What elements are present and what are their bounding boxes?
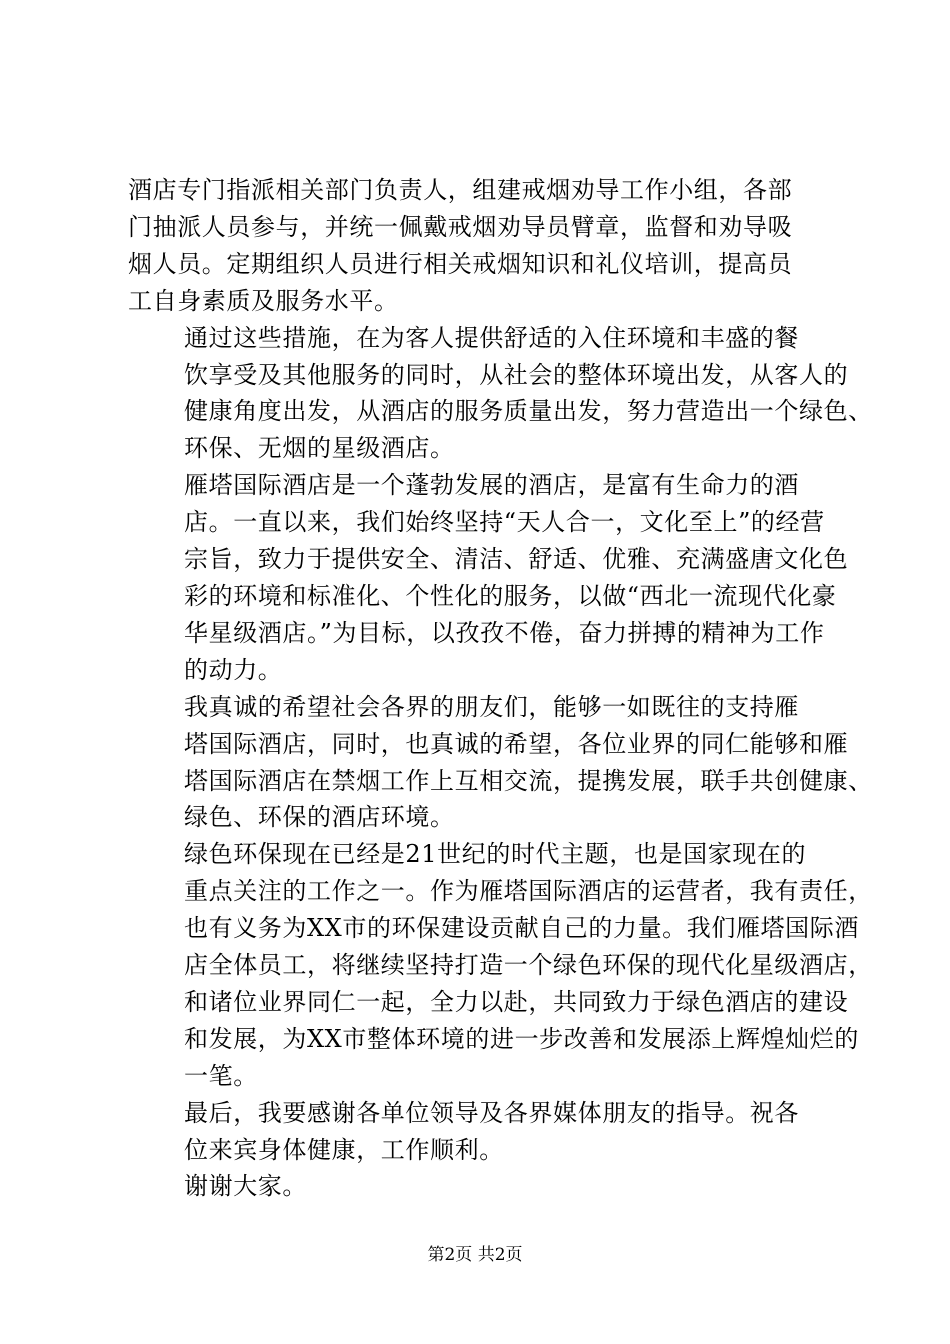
text-line: 彩的环境和标准化、个性化的服务，以做“西北一流现代化豪 bbox=[184, 581, 837, 610]
text-line: 谢谢大家。 bbox=[184, 1172, 307, 1201]
text-line: 店。一直以来，我们始终坚持“天人合一，文化至上”的经营 bbox=[184, 508, 825, 537]
text-line: 塔国际酒店在禁烟工作上互相交流，提携发展，联手共创健康、 bbox=[184, 766, 873, 795]
text-line: 塔国际酒店，同时，也真诚的希望，各位业界的同仁能够和雁 bbox=[184, 729, 849, 758]
text-line: 雁塔国际酒店是一个蓬勃发展的酒店，是富有生命力的酒 bbox=[184, 471, 799, 500]
text-line: 店全体员工，将继续坚持打造一个绿色环保的现代化星级酒店， bbox=[184, 951, 873, 980]
text-line: 最后，我要感谢各单位领导及各界媒体朋友的指导。祝各 bbox=[184, 1098, 799, 1127]
text-line: 一笔。 bbox=[184, 1061, 258, 1090]
text-line: 通过这些措施，在为客人提供舒适的入住环境和丰盛的餐 bbox=[184, 323, 799, 352]
paragraph bbox=[128, 172, 828, 320]
paragraph bbox=[128, 689, 873, 837]
paragraph bbox=[128, 320, 873, 468]
text-line: 烟人员。定期组织人员进行相关戒烟知识和礼仪培训，提高员 bbox=[128, 249, 793, 278]
text-line: 和发展，为XX市整体环境的进一步改善和发展添上辉煌灿烂的 bbox=[184, 1024, 859, 1053]
text-line: 我真诚的希望社会各界的朋友们，能够一如既往的支持雁 bbox=[184, 692, 799, 721]
paragraph bbox=[128, 836, 873, 1094]
paragraph bbox=[128, 1095, 828, 1169]
text-line: 健康角度出发，从酒店的服务质量出发，努力营造出一个绿色、 bbox=[184, 397, 873, 426]
paragraph bbox=[128, 467, 849, 688]
text-line: 宗旨，致力于提供安全、清洁、舒适、优雅、充满盛唐文化色 bbox=[184, 545, 849, 574]
paragraph bbox=[128, 1168, 828, 1205]
text-line: 门抽派人员参与，并统一佩戴戒烟劝导员臂章，监督和劝导吸 bbox=[128, 212, 793, 241]
text-line: 华星级酒店。”为目标，以孜孜不倦，奋力拼搏的精神为工作 bbox=[184, 618, 825, 647]
document-body bbox=[128, 172, 873, 1205]
text-line: 位来宾身体健康，工作顺利。 bbox=[184, 1135, 504, 1164]
text-line: 工自身素质及服务水平。 bbox=[128, 286, 399, 315]
text-line: 环保、无烟的星级酒店。 bbox=[184, 434, 455, 463]
text-line: 也有义务为XX市的环保建设贡献自己的力量。我们雁塔国际酒 bbox=[184, 914, 859, 943]
text-line: 绿色环保现在已经是21世纪的时代主题，也是国家现在的 bbox=[184, 840, 807, 869]
text-line: 重点关注的工作之一。作为雁塔国际酒店的运营者，我有责任， bbox=[184, 877, 873, 906]
text-line: 绿色、环保的酒店环境。 bbox=[184, 803, 455, 832]
text-line: 的动力。 bbox=[184, 655, 283, 684]
text-line: 饮享受及其他服务的同时，从社会的整体环境出发，从客人的 bbox=[184, 360, 849, 389]
text-line: 和诸位业界同仁一起，全力以赴，共同致力于绿色酒店的建设 bbox=[184, 987, 849, 1016]
page-footer: 第2页 共2页 bbox=[427, 1245, 523, 1265]
text-line: 酒店专门指派相关部门负责人，组建戒烟劝导工作小组，各部 bbox=[128, 176, 793, 204]
